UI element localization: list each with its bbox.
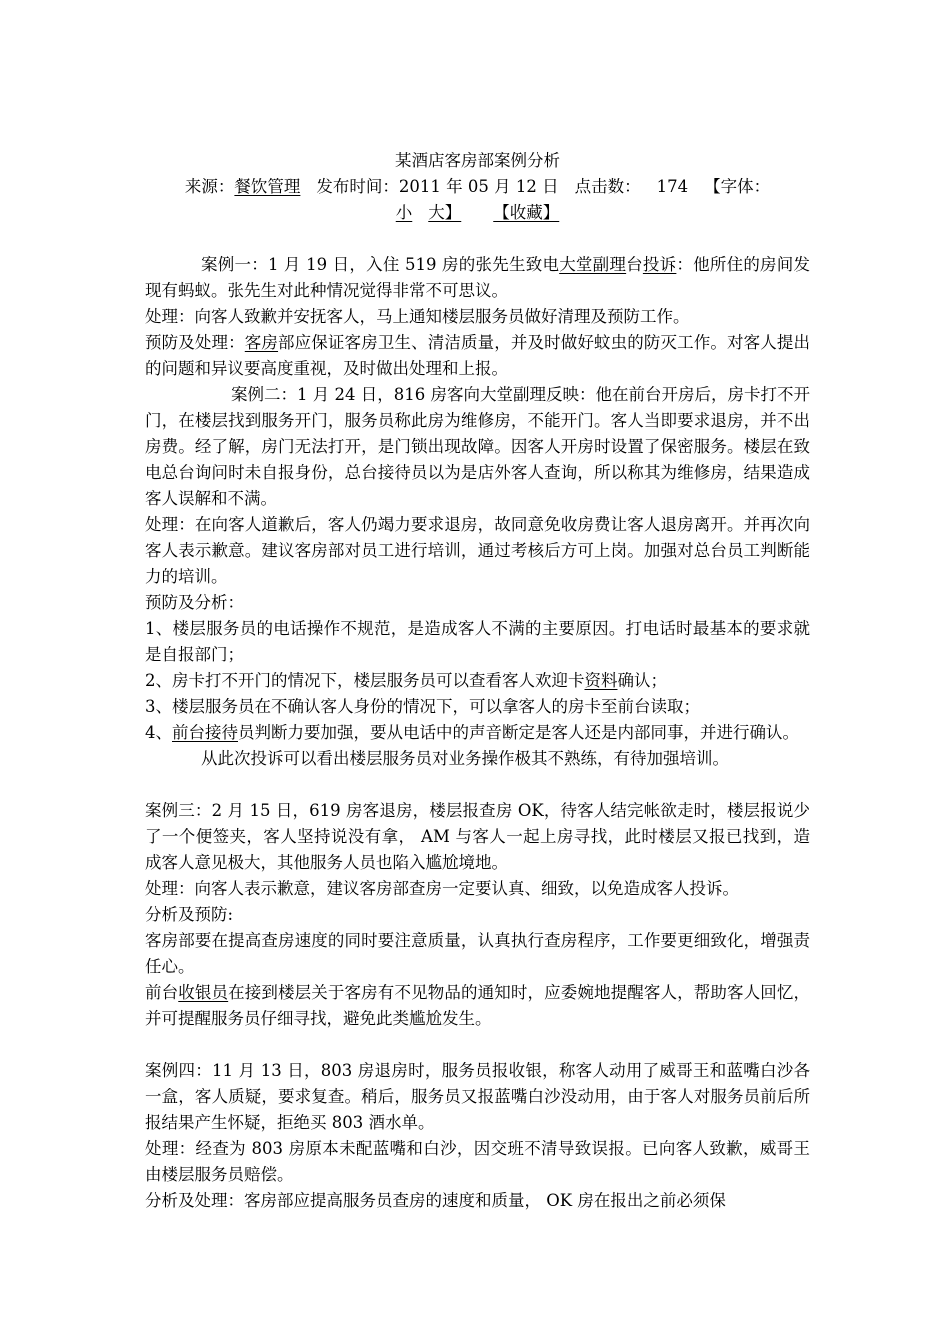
case3-paragraph: 案例三：2 月 15 日，619 房客退房，楼层报查房 OK，待客人结完帐欲走时，楼层报说少了一个便签夹，客人坚持说没有拿， AM 与客人一起上房寻找，此时楼层又报已找到，造成客人意见极大，其他服务人员也陷入尴尬境地。 <box>145 801 810 872</box>
case2-paragraph: 案例二：1 月 24 日，816 房客向大堂副理反映：他在前台开房后，房卡打不开门，在楼层找到服务开门，服务员称此房为维修房，不能开门。客人当即要求退房，并不出房费。经了解，房门无法打开，是门锁出现故障。因客人开房时设置了保密服务。楼层在致电总台询问时未自报身份，总台接待员以为是店外客人查询，所以称其为维修房，结果造成客人误解和不满。 <box>145 385 810 508</box>
article-meta <box>145 174 810 226</box>
font-size-label: 【字体： <box>704 177 771 196</box>
source-link[interactable]: 餐饮管理 <box>234 177 301 196</box>
document-page <box>145 148 810 1214</box>
case4-handle: 处理：经查为 803 房原本未配蓝嘴和白沙，因交班不清导致误报。已向客人致歉，威哥王由楼层服务员赔偿。 <box>145 1139 810 1184</box>
guest-room-link[interactable]: 客房 <box>244 333 279 352</box>
case2-item-4: 4、前台接待员判断力要加强，要从电话中的声音断定是客人还是内部同事，并进行确认。 <box>145 723 799 742</box>
case1-prevention: 预防及处理：客房部应保证客房卫生、清洁质量，并及时做好蚊虫的防灭工作。对客人提出的问题和异议要高度重视，及时做出处理和上报。 <box>145 333 811 378</box>
case2-summary: 从此次投诉可以看出楼层服务员对业务操作极其不熟练，有待加强培训。 <box>201 749 729 768</box>
font-large-link[interactable]: 大】 <box>428 203 462 222</box>
case2-item-1: 1、楼层服务员的电话操作不规范，是造成客人不满的主要原因。打电话时最基本的要求就是自报部门； <box>145 619 810 664</box>
favorite-link[interactable]: 【收藏】 <box>493 203 560 222</box>
cashier-link[interactable]: 收银员 <box>178 983 229 1002</box>
case2-item-3: 3、楼层服务员在不确认客人身份的情况下，可以拿客人的房卡至前台读取； <box>145 697 700 716</box>
case4-analysis: 分析及处理：客房部应提高服务员查房的速度和质量， OK 房在报出之前必须保 <box>145 1191 726 1210</box>
source-label: 来源： <box>184 177 235 196</box>
case3-analysis-title: 分析及预防: <box>145 905 234 924</box>
clicks-value: 174 <box>656 177 689 196</box>
case4-paragraph: 案例四：11 月 13 日，803 房退房时，服务员报收银，称客人动用了威哥王和蓝嘴白沙各一盒，客人质疑，要求复查。稍后，服务员又报蓝嘴白沙没动用，由于客人对服务员前后所报结果产生怀疑，拒绝买 803 酒水单。 <box>145 1061 810 1132</box>
case2-item-2: 2、房卡打不开门的情况下，楼层服务员可以查看客人欢迎卡资料确认； <box>145 671 667 690</box>
case1-paragraph: 案例一：1 月 19 日，入住 519 房的张先生致电大堂副理台投诉：他所住的房间发现有蚂蚁。张先生对此种情况觉得非常不可思议。 <box>145 255 811 300</box>
case2-handle: 处理：在向客人道歉后，客人仍竭力要求退房，故同意免收房费让客人退房离开。并再次向客人表示歉意。建议客房部对员工进行培训，通过考核后方可上岗。加强对总台员工判断能力的培训。 <box>145 515 810 586</box>
case3-analysis-1: 客房部要在提高查房速度的同时要注意质量，认真执行查房程序，工作要更细致化，增强责任心。 <box>145 931 810 976</box>
front-desk-link[interactable]: 前台接待 <box>172 723 238 742</box>
case1-handle: 处理：向客人致歉并安抚客人，马上通知楼层服务员做好清理及预防工作。 <box>145 307 690 326</box>
page-title: 某酒店客房部案例分析 <box>395 151 560 170</box>
profile-link[interactable]: 资料 <box>584 671 618 690</box>
lobby-manager-link[interactable]: 大堂副理 <box>559 255 627 274</box>
clicks-label: 点击数： <box>574 177 641 196</box>
case3-analysis-2: 前台收银员在接到楼层关于客房有不见物品的通知时，应委婉地提醒客人，帮助客人回忆，并可提醒服务员仔细寻找，避免此类尴尬发生。 <box>145 983 811 1028</box>
font-small-link[interactable]: 小 <box>395 203 413 222</box>
complaint-link[interactable]: 投诉 <box>642 255 677 274</box>
publish-date: 发布时间：2011 年 05 月 12 日 <box>316 177 559 196</box>
case3-handle: 处理：向客人表示歉意，建议客房部查房一定要认真、细致，以免造成客人投诉。 <box>145 879 739 898</box>
case2-analysis-title: 预防及分析： <box>145 593 244 612</box>
